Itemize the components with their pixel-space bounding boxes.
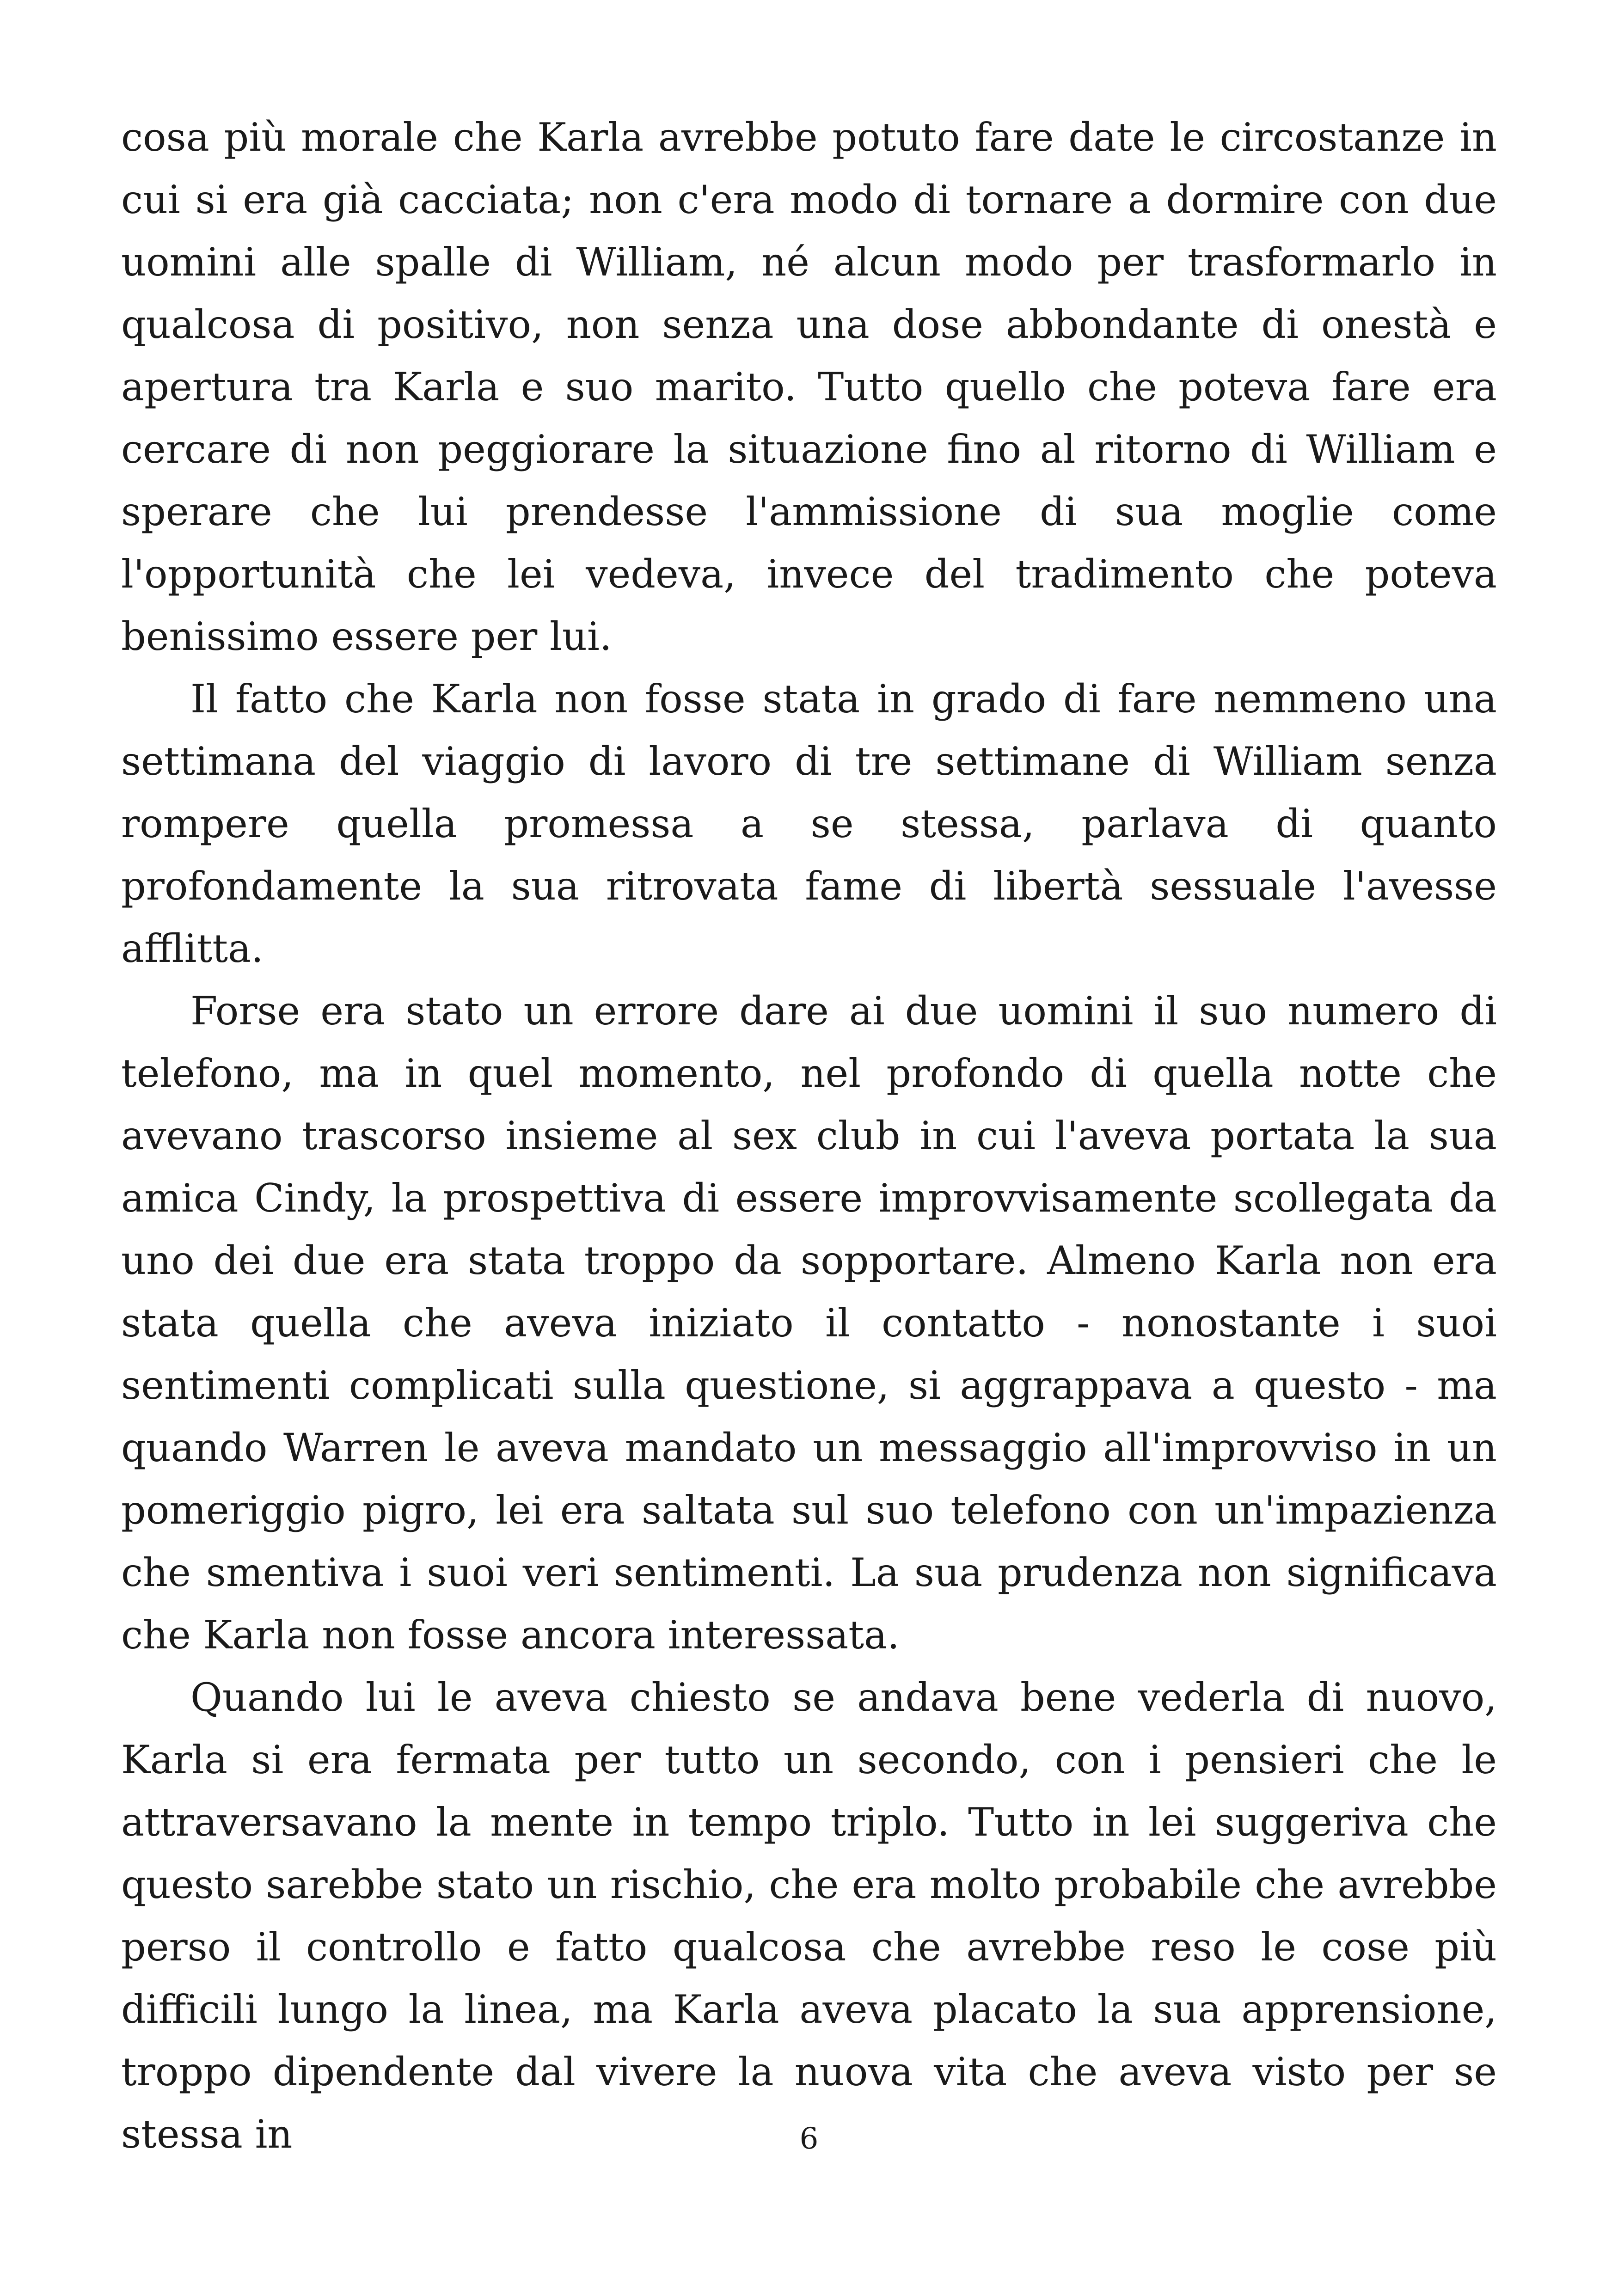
page-number: 6 xyxy=(799,2122,819,2156)
body-text xyxy=(121,106,1497,2166)
paragraph-1: cosa più morale che Karla avrebbe potuto fare date le circostanze in cui si era già cacciata; non c'era modo di tornare a dormire con due uomini alle spalle di William, né alcun modo per trasformarlo in qualcosa di positivo, non senza una dose abbondante di onestà e apertura tra Karla e suo marito. Tutto quello che poteva fare era cercare di non peggiorare la situazione fino al ritorno di William e sperare che lui prendesse l'ammissione di sua moglie come l'opportunità che lei vedeva, invece del tradimento che poteva benissimo essere per lui. xyxy=(121,115,1497,659)
paragraph-2: Il fatto che Karla non fosse stata in grado di fare nemmeno una settimana del viaggio di lavoro di tre settimane di William senza rompere quella promessa a se stessa, parlava di quanto profondamente la sua ritrovata fame di libertà sessuale l'avesse afflitta. xyxy=(121,676,1497,971)
paragraph-3: Forse era stato un errore dare ai due uomini il suo numero di telefono, ma in quel momento, nel profondo di quella notte che avevano trascorso insieme al sex club in cui l'aveva portata la sua amica Cindy, la prospettiva di essere improvvisamente scollegata da uno dei due era stata troppo da sopportare. Almeno Karla non era stata quella che aveva iniziato il contatto - nonostante i suoi sentimenti complicati sulla questione, si aggrappava a questo - ma quando Warren le aveva mandato un messaggio all'improvviso in un pomeriggio pigro, lei era saltata sul suo telefono con un'impazienza che smentiva i suoi veri sentimenti. La sua prudenza non significava che Karla non fosse ancora interessata. xyxy=(121,988,1497,1658)
paragraph-4: Quando lui le aveva chiesto se andava bene vederla di nuovo, Karla si era fermata per tutto un secondo, con i pensieri che le attraversavano la mente in tempo triplo. Tutto in lei suggeriva che questo sarebbe stato un rischio, che era molto probabile che avrebbe perso il controllo e fatto qualcosa che avrebbe reso le cose più difficili lungo la linea, ma Karla aveva placato la sua apprensione, troppo dipendente dal vivere la nuova vita che aveva visto per se stessa in xyxy=(121,1675,1497,2157)
